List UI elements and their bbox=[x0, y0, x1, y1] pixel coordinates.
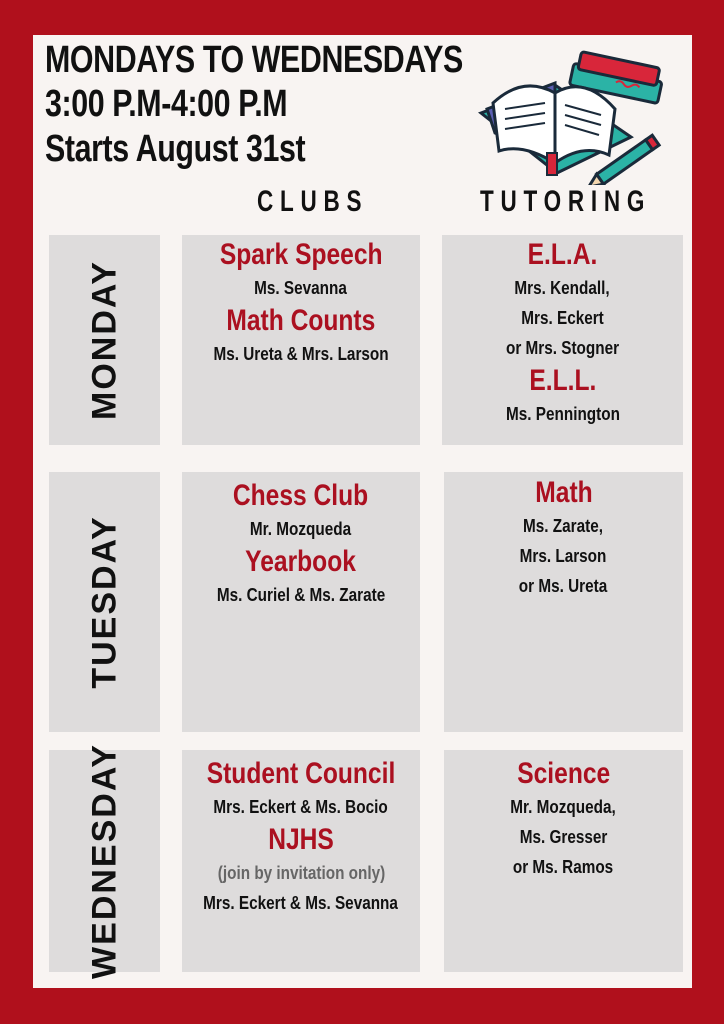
tutor-name: Mrs. Kendall, bbox=[514, 278, 611, 298]
club-title: Chess Club bbox=[233, 479, 369, 512]
wednesday-clubs-cell bbox=[182, 750, 420, 972]
tutor-name: Ms. Gresser bbox=[519, 827, 608, 847]
start-date-heading: Starts August 31st bbox=[45, 128, 306, 170]
tutor-name: Ms. Zarate, bbox=[523, 516, 604, 536]
monday-day-cell bbox=[49, 235, 160, 445]
schedule-days-heading: MONDAYS TO WEDNESDAYS bbox=[45, 39, 463, 81]
tuesday-clubs-cell bbox=[182, 472, 420, 732]
clubs-column-header: CLUBS bbox=[257, 185, 369, 218]
tutoring-subject: Math bbox=[534, 476, 593, 509]
club-advisor: Mrs. Eckert & Ms. Sevanna bbox=[203, 893, 399, 913]
tutor-name: or Ms. Ramos bbox=[513, 857, 614, 877]
wednesday-day-cell bbox=[49, 743, 160, 979]
tutoring-subject: E.L.A. bbox=[527, 238, 598, 271]
tutoring-column-header: TUTORING bbox=[480, 185, 652, 218]
day-label: WEDNESDAY bbox=[85, 743, 123, 979]
day-label: TUESDAY bbox=[85, 515, 123, 689]
tutor-name: Mrs. Eckert bbox=[521, 308, 604, 328]
club-title: Math Counts bbox=[226, 304, 376, 337]
club-advisor: Ms. Sevanna bbox=[254, 278, 348, 298]
tuesday-tutoring-cell bbox=[444, 472, 683, 732]
monday-clubs-cell bbox=[182, 235, 420, 445]
club-title: Spark Speech bbox=[219, 238, 383, 271]
monday-tutoring-cell bbox=[442, 235, 683, 445]
tutor-name: Mr. Mozqueda, bbox=[510, 797, 617, 817]
club-title: NJHS bbox=[268, 823, 334, 856]
tuesday-day-cell bbox=[49, 472, 160, 732]
schedule-time-heading: 3:00 P.M-4:00 P.M bbox=[45, 83, 288, 125]
tutor-name: or Ms. Ureta bbox=[519, 576, 608, 596]
club-advisor: Mrs. Eckert & Ms. Bocio bbox=[213, 797, 389, 817]
day-label: MONDAY bbox=[85, 260, 123, 420]
club-title: Yearbook bbox=[245, 545, 357, 578]
books-and-pencil-icon bbox=[473, 45, 673, 185]
tutor-name: Mrs. Larson bbox=[520, 546, 607, 566]
flyer-page bbox=[33, 35, 692, 988]
tutor-name: or Mrs. Stogner bbox=[505, 338, 620, 358]
club-advisor: Ms. Ureta & Mrs. Larson bbox=[213, 344, 389, 364]
club-advisor: Mr. Mozqueda bbox=[250, 519, 352, 539]
tutor-name: Ms. Pennington bbox=[505, 404, 620, 424]
club-advisor: Ms. Curiel & Ms. Zarate bbox=[216, 585, 386, 605]
tutoring-subject: E.L.L. bbox=[529, 364, 596, 397]
club-title: Student Council bbox=[206, 757, 396, 790]
invitation-note: (join by invitation only) bbox=[217, 863, 385, 883]
tutoring-subject: Science bbox=[516, 757, 610, 790]
wednesday-tutoring-cell bbox=[444, 750, 683, 972]
